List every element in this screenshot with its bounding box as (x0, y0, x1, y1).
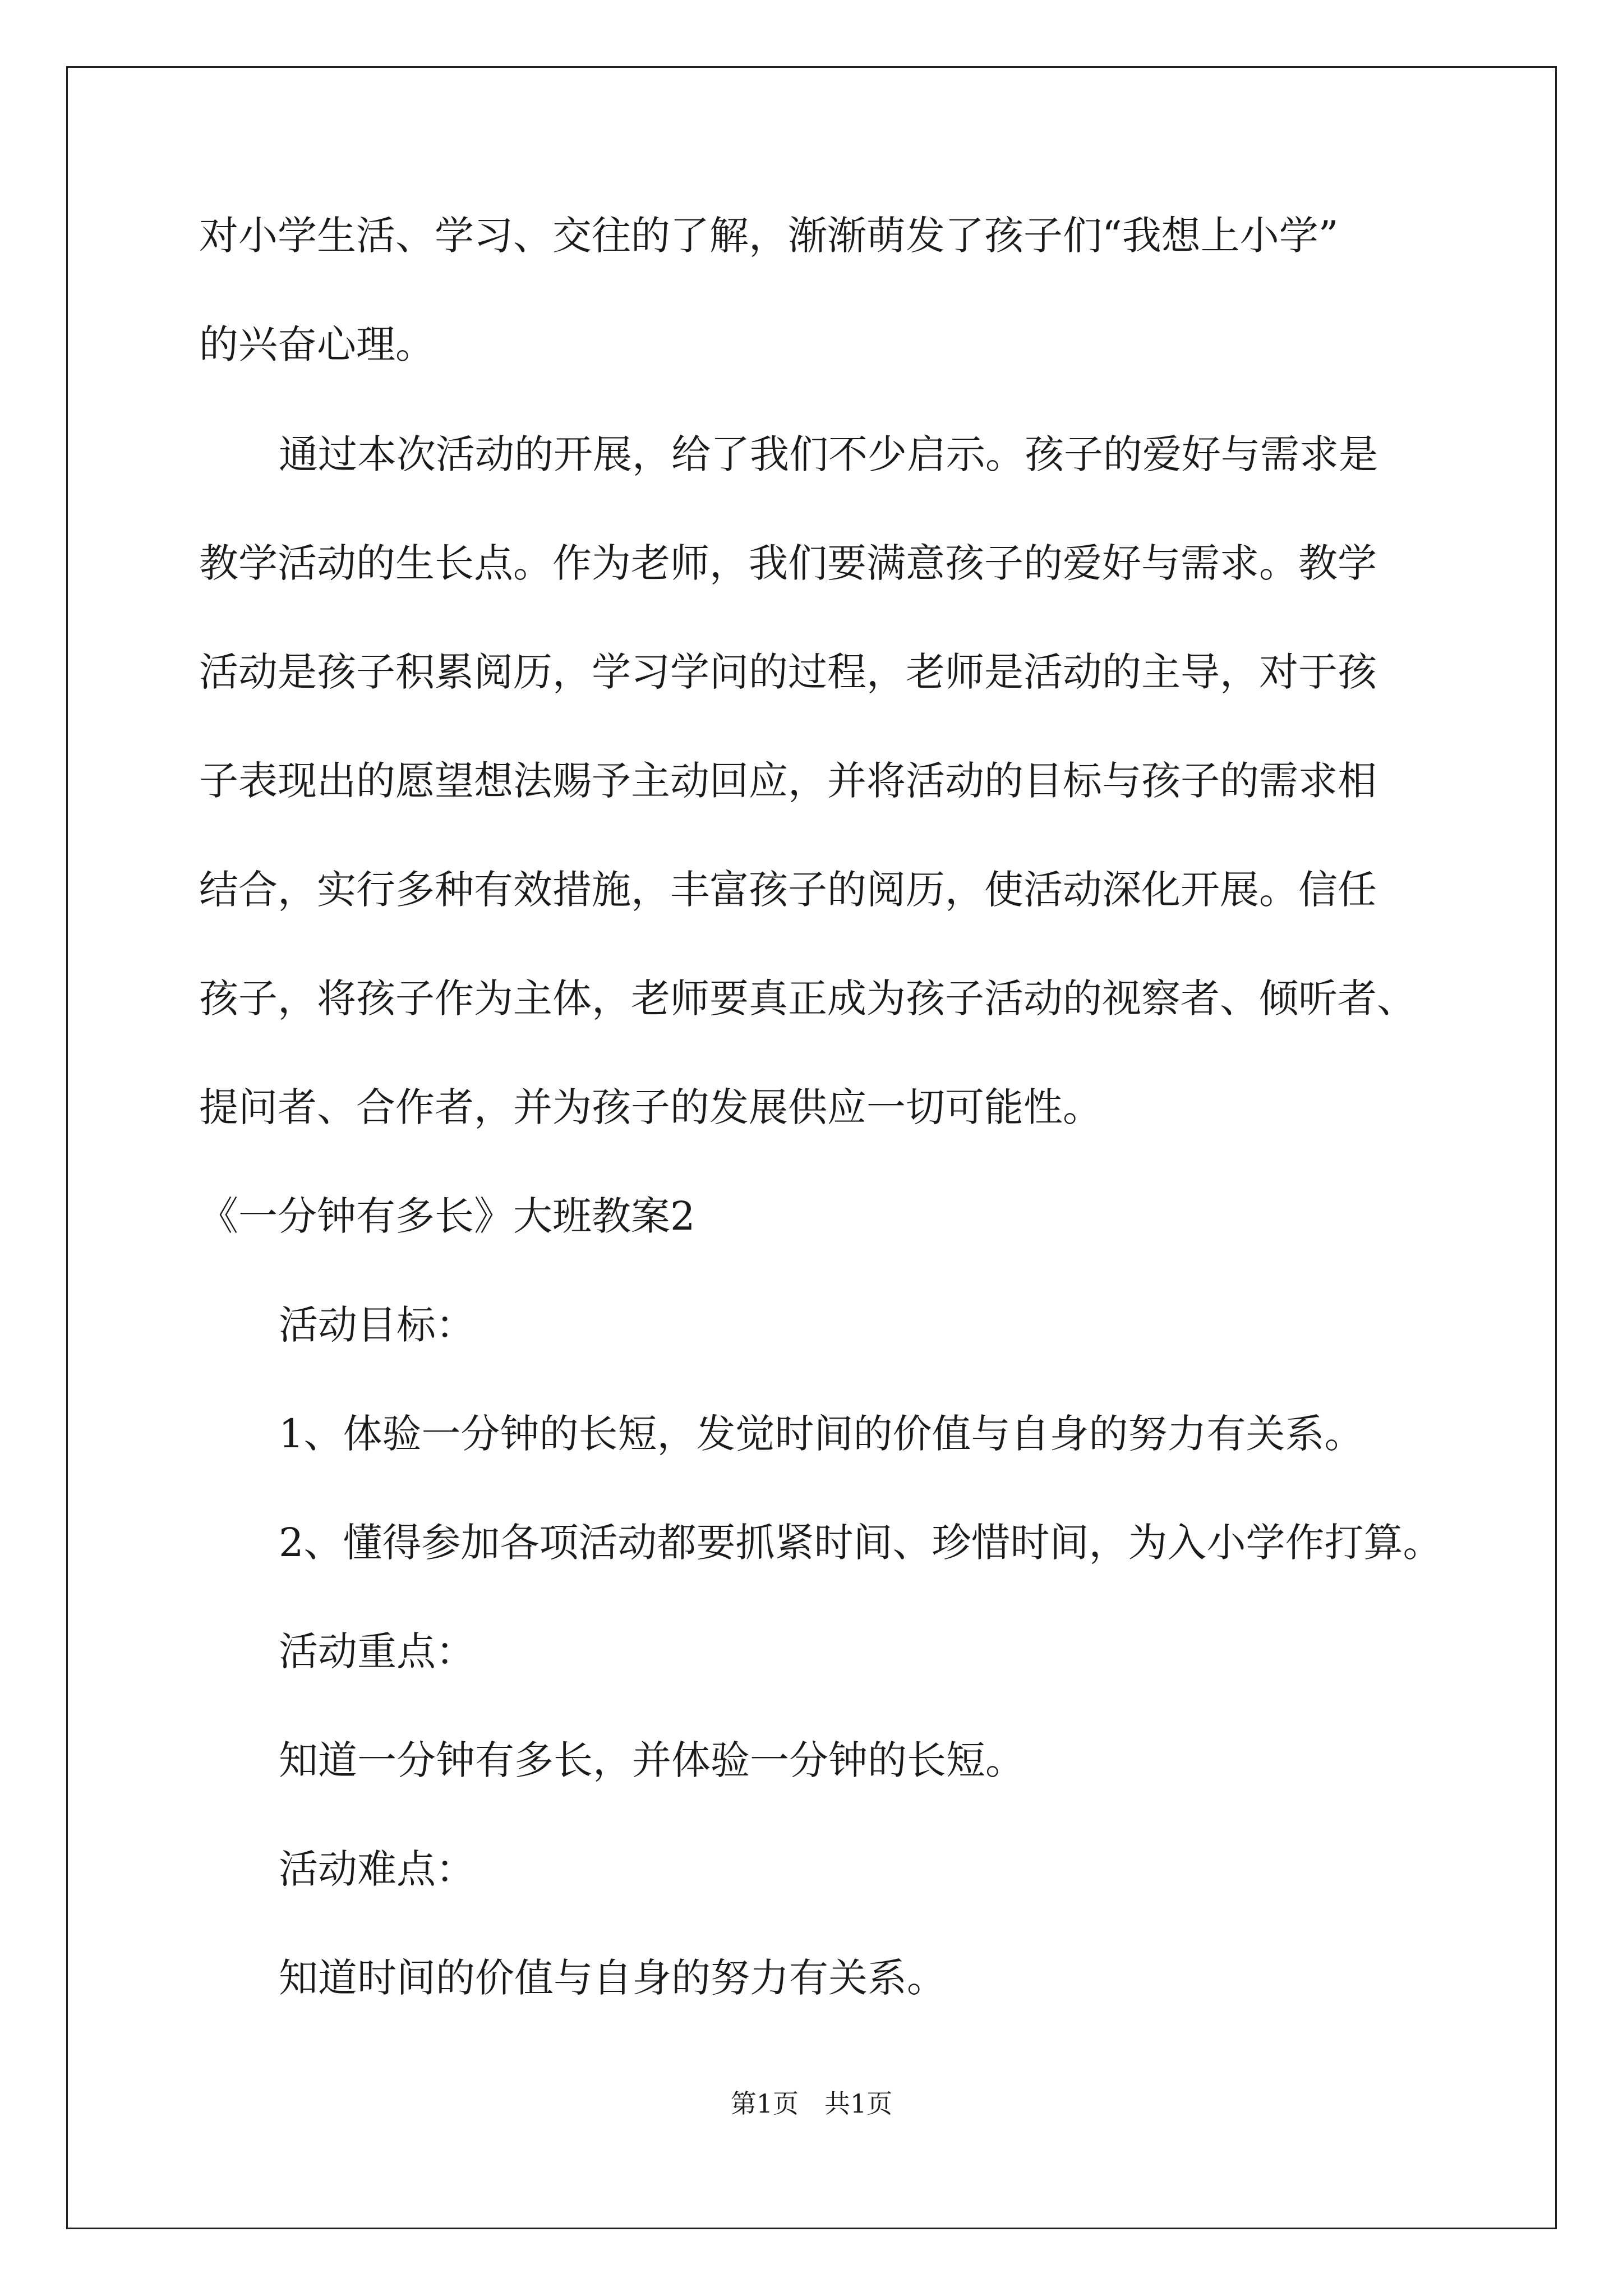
body-line: 活动是孩子积累阅历，学习学问的过程，老师是活动的主导，对于孩 (199, 649, 1377, 695)
key-points-text: 知道一分钟有多长，并体验一分钟的长短。 (279, 1737, 1025, 1783)
section-title: 《一分钟有多长》大班教案2 (199, 1193, 695, 1239)
page-border (66, 66, 1557, 2229)
body-line: 对小学生活、学习、交往的了解，渐渐萌发了孩子们“我想上小学” (199, 213, 1339, 259)
difficulties-heading: 活动难点： (279, 1846, 475, 1892)
goal-item-2: 2、懂得参加各项活动都要抓紧时间、珍惜时间，为入小学作打算。 (279, 1520, 1442, 1566)
activity-goals-heading: 活动目标： (279, 1302, 475, 1348)
page-footer: 第1页 共1页 (730, 2088, 893, 2119)
key-points-heading: 活动重点： (279, 1628, 475, 1674)
body-line: 提问者、合作者，并为孩子的发展供应一切可能性。 (199, 1084, 1102, 1130)
body-line: 孩子，将孩子作为主体，老师要真正成为孩子活动的视察者、倾听者、 (199, 976, 1416, 1022)
paragraph-first-line: 通过本次活动的开展，给了我们不少启示。孩子的爱好与需求是 (279, 431, 1378, 477)
body-line: 教学活动的生长点。作为老师，我们要满意孩子的爱好与需求。教学 (199, 540, 1377, 586)
body-line: 子表现出的愿望想法赐予主动回应，并将活动的目标与孩子的需求相 (199, 758, 1377, 804)
body-line: 结合，实行多种有效措施，丰富孩子的阅历，使活动深化开展。信任 (199, 867, 1377, 913)
body-line: 的兴奋心理。 (199, 321, 435, 367)
difficulties-text: 知道时间的价值与自身的努力有关系。 (279, 1955, 946, 2001)
goal-item-1: 1、体验一分钟的长短，发觉时间的价值与自身的努力有关系。 (279, 1411, 1364, 1457)
